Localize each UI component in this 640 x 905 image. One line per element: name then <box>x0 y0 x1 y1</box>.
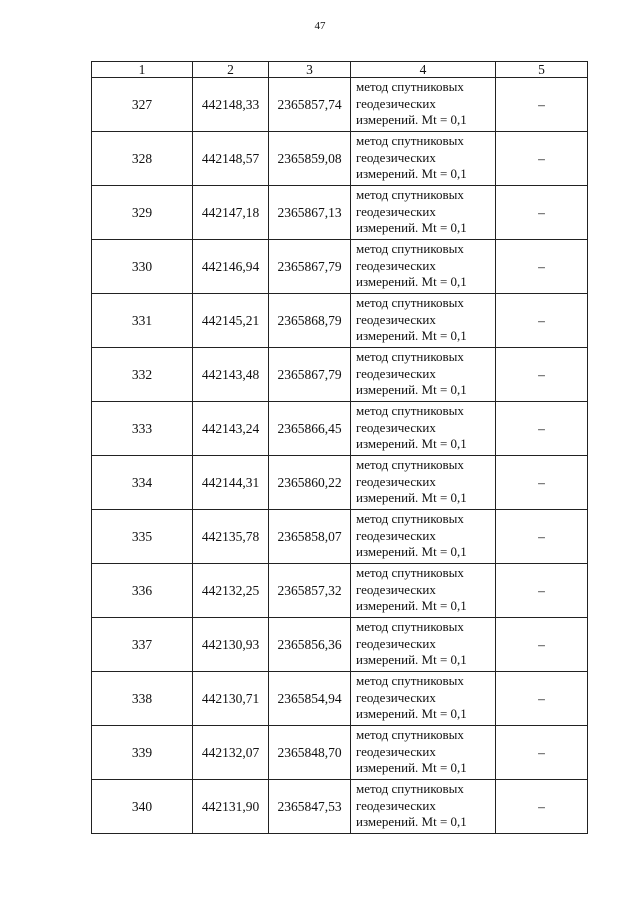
method-line: измерений. Mt = 0,1 <box>356 220 467 235</box>
method-line: измерений. Mt = 0,1 <box>356 112 467 127</box>
method-cell <box>351 186 496 240</box>
method-line: метод спутниковых <box>356 79 464 94</box>
x-coordinate-cell: 442130,71 <box>193 672 269 726</box>
method-line: метод спутниковых <box>356 727 464 742</box>
method-line: измерений. Mt = 0,1 <box>356 760 467 775</box>
point-number-cell: 328 <box>92 132 193 186</box>
method-cell <box>351 672 496 726</box>
note-cell: – <box>496 726 588 780</box>
table-row <box>92 780 588 834</box>
method-line: метод спутниковых <box>356 781 464 796</box>
method-line: метод спутниковых <box>356 673 464 688</box>
x-coordinate-cell: 442144,31 <box>193 456 269 510</box>
y-coordinate-cell: 2365848,70 <box>269 726 351 780</box>
method-cell <box>351 726 496 780</box>
table-row <box>92 402 588 456</box>
method-cell <box>351 240 496 294</box>
method-cell <box>351 780 496 834</box>
method-line: метод спутниковых <box>356 241 464 256</box>
method-cell <box>351 132 496 186</box>
method-cell <box>351 348 496 402</box>
table-body <box>92 78 588 834</box>
point-number-cell: 337 <box>92 618 193 672</box>
y-coordinate-cell: 2365867,79 <box>269 240 351 294</box>
table-row <box>92 348 588 402</box>
method-line: метод спутниковых <box>356 457 464 472</box>
method-line: измерений. Mt = 0,1 <box>356 706 467 721</box>
table-row <box>92 240 588 294</box>
method-line: геодезических <box>356 149 436 165</box>
note-cell: – <box>496 132 588 186</box>
y-coordinate-cell: 2365866,45 <box>269 402 351 456</box>
method-line: геодезических <box>356 689 436 705</box>
note-cell: – <box>496 672 588 726</box>
x-coordinate-cell: 442148,33 <box>193 78 269 132</box>
note-cell: – <box>496 780 588 834</box>
table-row <box>92 78 588 132</box>
method-line: измерений. Mt = 0,1 <box>356 436 467 451</box>
method-cell <box>351 402 496 456</box>
point-number-cell: 332 <box>92 348 193 402</box>
method-line: измерений. Mt = 0,1 <box>356 544 467 559</box>
method-line: геодезических <box>356 743 436 759</box>
column-header-5: 5 <box>496 62 588 78</box>
method-cell <box>351 510 496 564</box>
x-coordinate-cell: 442143,48 <box>193 348 269 402</box>
method-line: метод спутниковых <box>356 349 464 364</box>
note-cell: – <box>496 618 588 672</box>
note-cell: – <box>496 564 588 618</box>
x-coordinate-cell: 442130,93 <box>193 618 269 672</box>
method-line: геодезических <box>356 473 436 489</box>
x-coordinate-cell: 442145,21 <box>193 294 269 348</box>
column-header-4: 4 <box>351 62 496 78</box>
coordinates-table <box>91 61 588 834</box>
method-line: геодезических <box>356 311 436 327</box>
y-coordinate-cell: 2365856,36 <box>269 618 351 672</box>
table-row <box>92 672 588 726</box>
table-row <box>92 726 588 780</box>
point-number-cell: 334 <box>92 456 193 510</box>
y-coordinate-cell: 2365859,08 <box>269 132 351 186</box>
y-coordinate-cell: 2365858,07 <box>269 510 351 564</box>
method-cell <box>351 564 496 618</box>
method-line: геодезических <box>356 635 436 651</box>
method-line: геодезических <box>356 95 436 111</box>
method-line: измерений. Mt = 0,1 <box>356 166 467 181</box>
method-cell <box>351 618 496 672</box>
x-coordinate-cell: 442132,25 <box>193 564 269 618</box>
method-line: метод спутниковых <box>356 565 464 580</box>
point-number-cell: 338 <box>92 672 193 726</box>
column-header-1: 1 <box>92 62 193 78</box>
method-cell <box>351 78 496 132</box>
point-number-cell: 339 <box>92 726 193 780</box>
point-number-cell: 330 <box>92 240 193 294</box>
point-number-cell: 333 <box>92 402 193 456</box>
method-line: измерений. Mt = 0,1 <box>356 328 467 343</box>
y-coordinate-cell: 2365867,79 <box>269 348 351 402</box>
method-line: геодезических <box>356 203 436 219</box>
method-line: измерений. Mt = 0,1 <box>356 598 467 613</box>
note-cell: – <box>496 348 588 402</box>
method-line: метод спутниковых <box>356 187 464 202</box>
method-line: измерений. Mt = 0,1 <box>356 652 467 667</box>
note-cell: – <box>496 456 588 510</box>
column-header-3: 3 <box>269 62 351 78</box>
y-coordinate-cell: 2365854,94 <box>269 672 351 726</box>
method-line: измерений. Mt = 0,1 <box>356 490 467 505</box>
method-line: геодезических <box>356 527 436 543</box>
point-number-cell: 327 <box>92 78 193 132</box>
method-line: метод спутниковых <box>356 403 464 418</box>
method-line: метод спутниковых <box>356 295 464 310</box>
method-line: метод спутниковых <box>356 619 464 634</box>
table-row <box>92 510 588 564</box>
method-cell <box>351 456 496 510</box>
y-coordinate-cell: 2365868,79 <box>269 294 351 348</box>
point-number-cell: 329 <box>92 186 193 240</box>
x-coordinate-cell: 442148,57 <box>193 132 269 186</box>
table-row <box>92 132 588 186</box>
method-line: измерений. Mt = 0,1 <box>356 274 467 289</box>
method-line: геодезических <box>356 581 436 597</box>
method-line: геодезических <box>356 797 436 813</box>
note-cell: – <box>496 186 588 240</box>
method-line: геодезических <box>356 419 436 435</box>
y-coordinate-cell: 2365857,74 <box>269 78 351 132</box>
table-row <box>92 294 588 348</box>
method-line: геодезических <box>356 257 436 273</box>
point-number-cell: 340 <box>92 780 193 834</box>
point-number-cell: 335 <box>92 510 193 564</box>
x-coordinate-cell: 442147,18 <box>193 186 269 240</box>
y-coordinate-cell: 2365867,13 <box>269 186 351 240</box>
table-row <box>92 186 588 240</box>
note-cell: – <box>496 78 588 132</box>
note-cell: – <box>496 240 588 294</box>
y-coordinate-cell: 2365847,53 <box>269 780 351 834</box>
column-header-2: 2 <box>193 62 269 78</box>
note-cell: – <box>496 402 588 456</box>
note-cell: – <box>496 294 588 348</box>
x-coordinate-cell: 442131,90 <box>193 780 269 834</box>
x-coordinate-cell: 442132,07 <box>193 726 269 780</box>
x-coordinate-cell: 442143,24 <box>193 402 269 456</box>
y-coordinate-cell: 2365857,32 <box>269 564 351 618</box>
method-line: измерений. Mt = 0,1 <box>356 382 467 397</box>
method-line: геодезических <box>356 365 436 381</box>
method-cell <box>351 294 496 348</box>
method-line: измерений. Mt = 0,1 <box>356 814 467 829</box>
method-line: метод спутниковых <box>356 133 464 148</box>
point-number-cell: 331 <box>92 294 193 348</box>
table-row <box>92 564 588 618</box>
page-number: 47 <box>314 20 326 32</box>
table-row <box>92 456 588 510</box>
method-line: метод спутниковых <box>356 511 464 526</box>
x-coordinate-cell: 442135,78 <box>193 510 269 564</box>
x-coordinate-cell: 442146,94 <box>193 240 269 294</box>
point-number-cell: 336 <box>92 564 193 618</box>
table-row <box>92 618 588 672</box>
table-header-row <box>92 62 588 78</box>
note-cell: – <box>496 510 588 564</box>
y-coordinate-cell: 2365860,22 <box>269 456 351 510</box>
